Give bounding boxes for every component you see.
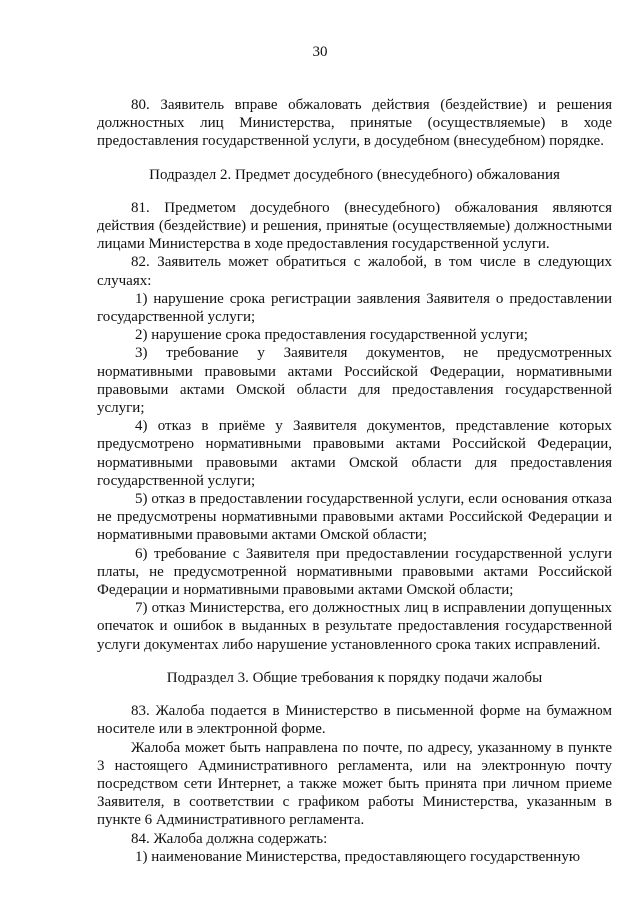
list-item-82-4: 4) отказ в приёме у Заявителя документов, представление которых предусмотрено нормативными правовыми актами Российской Федерации, нормативными правовыми актами Омской области для предоставления государственной услуги; bbox=[97, 418, 612, 489]
paragraph-83: 83. Жалоба подается в Министерство в письменной форме на бумажном носителе или в электронной форме. bbox=[97, 703, 612, 738]
paragraph-81: 81. Предметом досудебного (внесудебного) обжалования являются действия (бездействие) и решения, принятые (осуществляемые) должностными лицами Министерства в ходе предоставления государственной услуги. bbox=[97, 199, 612, 253]
paragraph-82: 82. Заявитель может обратиться с жалобой, в том числе в следующих случаях: bbox=[97, 254, 612, 289]
list-item-82-1: 1) нарушение срока регистрации заявления Заявителя о предоставлении государственной услуги; bbox=[97, 290, 612, 326]
list-item-82-3: 3) требование у Заявителя документов, не предусмотренных нормативными правовыми актами Российской Федерации, нормативными правовыми актами Омской области для предоставления государственной услуги; bbox=[97, 345, 612, 417]
list-item-82-7: 7) отказ Министерства, его должностных лиц в исправлении допущенных опечаток и ошибок в выданных в результате предоставления государственной услуги документах либо нарушение установленного срока таких исправлений. bbox=[97, 600, 612, 653]
paragraph-84: 84. Жалоба должна содержать: bbox=[131, 830, 328, 847]
document-body bbox=[97, 96, 612, 866]
list-item-82-6: 6) требование с Заявителя при предоставлении государственной услуги платы, не предусмотренной нормативными правовыми актами Российской Федерации и нормативными правовыми актами Омской области; bbox=[97, 545, 612, 599]
list-item-84-1: 1) наименование Министерства, предоставляющего государственную bbox=[135, 848, 581, 865]
paragraph-80: 80. Заявитель вправе обжаловать действия (бездействие) и решения должностных лиц Министерства, принятые (осуществляемые) в ходе предоставления государственной услуги, в досудебном (внесудебном) порядке. bbox=[97, 97, 612, 150]
subsection-2-heading: Подраздел 2. Предмет досудебного (внесудебного) обжалования bbox=[149, 166, 560, 183]
page-number: 30 bbox=[312, 44, 328, 60]
list-item-82-5: 5) отказ в предоставлении государственной услуги, если основания отказа не предусмотрены нормативными правовыми актами Российской Федерации и нормативными правовыми актами Омской области; bbox=[97, 491, 612, 544]
paragraph-83-mail: Жалоба может быть направлена по почте, по адресу, указанному в пункте 3 настоящего Административного регламента, или на электронную почту посредством сети Интернет, а также может быть принята при личном приеме Заявителя, в соответствии с графиком работы Министерства, указанным в пункте 6 Административного регламента. bbox=[97, 739, 612, 829]
subsection-3-heading: Подраздел 3. Общие требования к порядку подачи жалобы bbox=[166, 669, 543, 686]
list-item-82-2: 2) нарушение срока предоставления государственной услуги; bbox=[135, 327, 528, 344]
